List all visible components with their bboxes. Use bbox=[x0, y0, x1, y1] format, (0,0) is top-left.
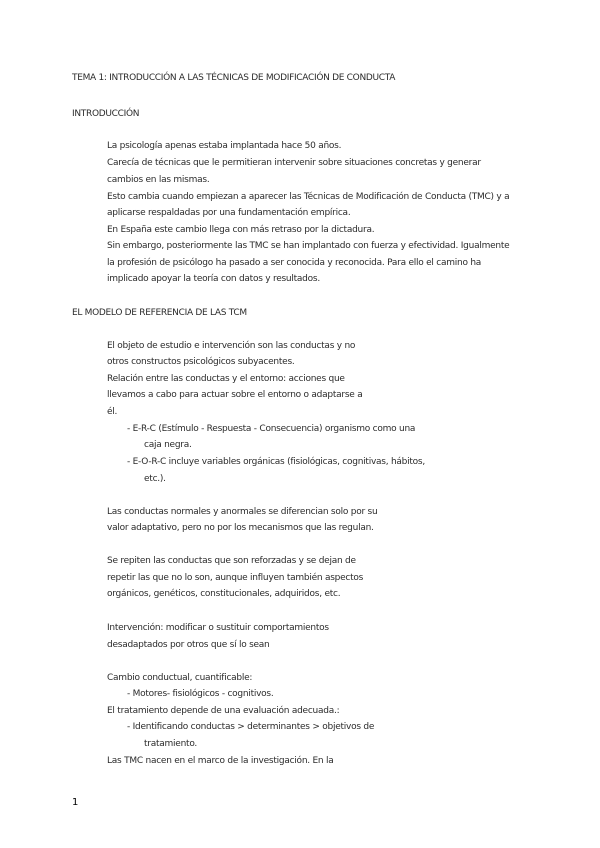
paragraph-line: implicado apoyar la teoría con datos y resultados. bbox=[107, 274, 320, 284]
bullet-continuation: tratamiento. bbox=[144, 739, 198, 749]
paragraph-line: El objeto de estudio e intervención son las conductas y no bbox=[107, 341, 356, 351]
paragraph-line: Sin embargo, posteriormente las TMC se han implantado con fuerza y efectividad. Igualmente bbox=[107, 241, 510, 251]
bullet-item: - E-O-R-C incluye variables orgánicas (fisiológicas, cognitivas, hábitos, bbox=[127, 457, 425, 467]
paragraph-line: La psicología apenas estaba implantada hace 50 años. bbox=[107, 141, 342, 151]
paragraph-line: orgánicos, genéticos, constitucionales, adquiridos, etc. bbox=[107, 589, 341, 599]
paragraph-line: llevamos a cabo para actuar sobre el entorno o adaptarse a bbox=[107, 390, 363, 400]
paragraph-line: Las TMC nacen en el marco de la investigación. En la bbox=[107, 756, 334, 766]
paragraph-line: otros constructos psicológicos subyacentes. bbox=[107, 357, 295, 367]
paragraph-line: El tratamiento depende de una evaluación adecuada.: bbox=[107, 706, 340, 716]
paragraph-line: valor adaptativo, pero no por los mecanismos que las regulan. bbox=[107, 523, 374, 533]
bullet-item: - Identificando conductas > determinantes > objetivos de bbox=[127, 722, 375, 732]
paragraph-line: Cambio conductual, cuantificable: bbox=[107, 673, 253, 683]
bullet-item: - Motores- fisiológicos - cognitivos. bbox=[127, 689, 274, 699]
bullet-continuation: etc.). bbox=[144, 474, 166, 484]
paragraph-line: aplicarse respaldadas por una fundamentación empírica. bbox=[107, 208, 351, 218]
section-heading-introduccion: INTRODUCCIÓN bbox=[72, 109, 140, 119]
paragraph-line: Esto cambia cuando empiezan a aparecer las Técnicas de Modificación de Conducta (TMC) y a bbox=[107, 192, 510, 202]
paragraph-line: repetir las que no lo son, aunque influyen también aspectos bbox=[107, 573, 364, 583]
paragraph-line: Intervención: modificar o sustituir comportamientos bbox=[107, 623, 329, 633]
document-title: TEMA 1: INTRODUCCIÓN A LAS TÉCNICAS DE MODIFICACIÓN DE CONDUCTA bbox=[72, 73, 396, 83]
paragraph-line: desadaptados por otros que sí lo sean bbox=[107, 640, 270, 650]
paragraph-line: él. bbox=[107, 407, 118, 417]
paragraph-line: En España este cambio llega con más retraso por la dictadura. bbox=[107, 225, 375, 235]
paragraph-line: Las conductas normales y anormales se diferencian solo por su bbox=[107, 507, 378, 517]
paragraph-line: cambios en las mismas. bbox=[107, 175, 210, 185]
paragraph-line: la profesión de psicólogo ha pasado a ser conocida y reconocida. Para ello el camino ha bbox=[107, 258, 482, 268]
bullet-item: - E-R-C (Estímulo - Respuesta - Consecuencia) organismo como una bbox=[127, 424, 416, 434]
bullet-continuation: caja negra. bbox=[144, 440, 192, 450]
paragraph-line: Se repiten las conductas que son reforzadas y se dejan de bbox=[107, 556, 356, 566]
paragraph-line: Relación entre las conductas y el entorno: acciones que bbox=[107, 374, 345, 384]
page-number: 1 bbox=[72, 797, 79, 808]
section-heading-modelo: EL MODELO DE REFERENCIA DE LAS TCM bbox=[72, 308, 247, 318]
paragraph-line: Carecía de técnicas que le permitieran intervenir sobre situaciones concretas y generar bbox=[107, 158, 481, 168]
